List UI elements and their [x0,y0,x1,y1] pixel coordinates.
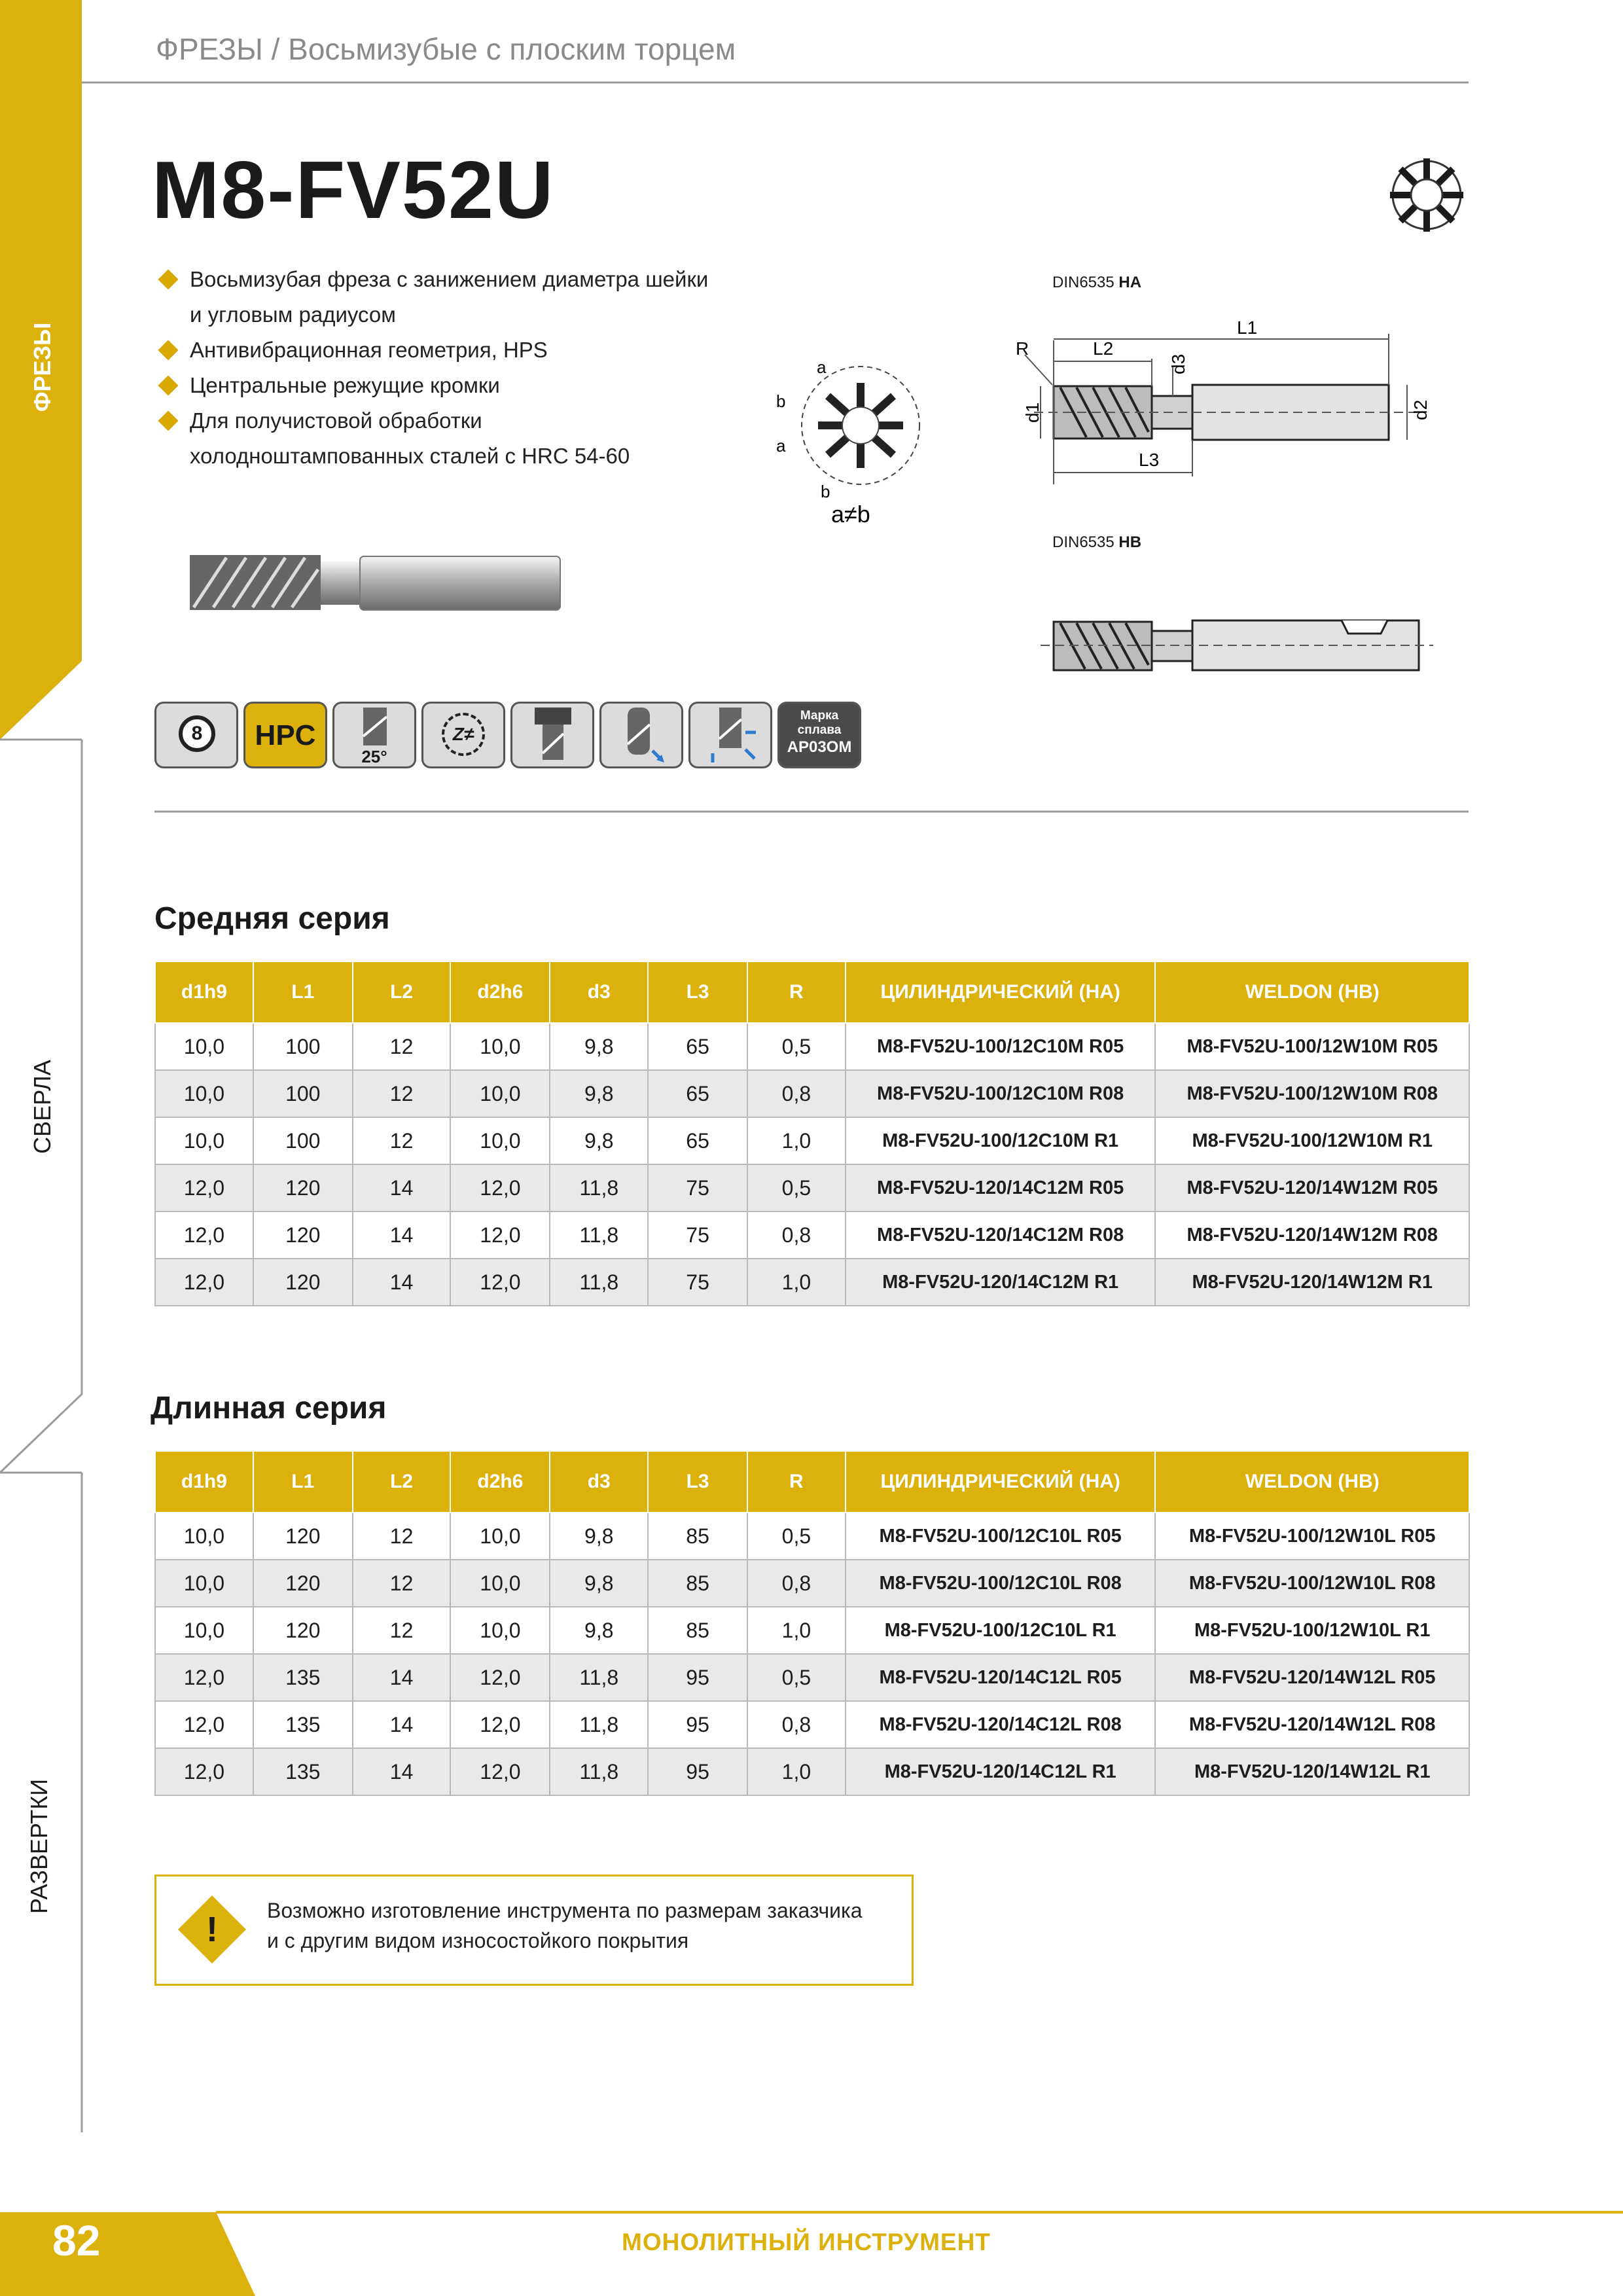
svg-text:!: ! [206,1910,218,1949]
sidebar-tab-frezy[interactable]: ФРЕЗЫ [29,322,56,412]
table-row [155,1211,1469,1259]
cutting-direction-icon [688,702,772,768]
diamond-bullet-icon [158,340,178,360]
dimension-cell: 14 [353,1654,451,1701]
column-header: L1 [253,1451,353,1513]
dimension-cell: 10,0 [450,1117,550,1164]
dimension-cell: 0,5 [747,1654,846,1701]
dimension-cell: 120 [253,1607,353,1654]
dimension-cell: 12,0 [450,1654,550,1701]
dimension-cell: 10,0 [155,1070,253,1117]
order-code-cell: M8-FV52U-100/12C10L R1 [846,1607,1156,1654]
order-code-cell: M8-FV52U-100/12W10L R05 [1155,1513,1469,1560]
din-hb-drawing [1041,602,1433,687]
table-row [155,1259,1469,1306]
dimension-cell: 1,0 [747,1748,846,1795]
order-code-cell: M8-FV52U-120/14W12M R05 [1155,1164,1469,1211]
dimension-cell: 75 [648,1211,747,1259]
eight-flute-section-icon [1381,149,1472,241]
column-header: d3 [550,961,648,1023]
dimension-cell: 75 [648,1164,747,1211]
order-code-cell: M8-FV52U-120/14W12M R1 [1155,1259,1469,1306]
page-title: M8-FV52U [152,145,555,236]
order-code-cell: M8-FV52U-120/14C12L R1 [846,1748,1156,1795]
table-row [155,1023,1469,1070]
medium-series-title: Средняя серия [154,901,390,936]
dim-r: R [1016,338,1029,359]
alloy-grade-badge: Марка сплава AP03OM [777,702,861,768]
warning-diamond-icon [175,1893,249,1966]
dimension-cell: 14 [353,1701,451,1748]
dimension-cell: 11,8 [550,1164,648,1211]
order-code-cell: M8-FV52U-120/14W12L R05 [1155,1654,1469,1701]
dimension-cell: 12 [353,1023,451,1070]
dimension-cell: 75 [648,1259,747,1306]
dimension-cell: 0,5 [747,1513,846,1560]
dimension-cell: 100 [253,1023,353,1070]
dimension-cell: 14 [353,1164,451,1211]
sidebar-tab-razvertki[interactable]: РАЗВЕРТКИ [26,1778,52,1914]
diamond-bullet-icon [158,269,178,289]
dimension-cell: 0,5 [747,1023,846,1070]
diamond-bullet-icon [158,410,178,431]
dimension-cell: 10,0 [155,1560,253,1607]
dimension-cell: 14 [353,1748,451,1795]
dimension-cell: 120 [253,1513,353,1560]
dimension-cell: 120 [253,1211,353,1259]
dimension-cell: 12 [353,1560,451,1607]
order-code-cell: M8-FV52U-120/14C12L R05 [846,1654,1156,1701]
dimension-cell: 95 [648,1701,747,1748]
helix-angle-icon: 25° [332,702,416,768]
dimension-cell: 0,8 [747,1211,846,1259]
cutter-product-image [187,550,567,615]
column-header: d2h6 [450,1451,550,1513]
dimension-cell: 95 [648,1748,747,1795]
dimension-cell: 10,0 [450,1023,550,1070]
dimension-cell: 9,8 [550,1560,648,1607]
dimension-cell: 12,0 [155,1259,253,1306]
dimension-cell: 12,0 [450,1701,550,1748]
dimension-cell: 9,8 [550,1117,648,1164]
order-code-cell: M8-FV52U-100/12W10M R1 [1155,1117,1469,1164]
unequal-pitch-icon: Z≠ [421,702,505,768]
dimension-cell: 0,8 [747,1560,846,1607]
dimension-cell: 65 [648,1117,747,1164]
dimension-cell: 9,8 [550,1023,648,1070]
order-code-cell: M8-FV52U-120/14W12M R08 [1155,1211,1469,1259]
dimension-cell: 12,0 [450,1259,550,1306]
din-hb-label: DIN6535 HB [1052,533,1142,551]
column-header: R [747,1451,846,1513]
dimension-cell: 12 [353,1117,451,1164]
column-header: L3 [648,961,747,1023]
dimension-cell: 0,8 [747,1701,846,1748]
feature-item-continuation: и угловым радиусом [190,302,396,327]
dimension-cell: 11,8 [550,1748,648,1795]
table-row [155,1654,1469,1701]
table-header-row [155,961,1469,1023]
dimension-cell: 10,0 [450,1513,550,1560]
dimension-cell: 12,0 [155,1164,253,1211]
column-header: R [747,961,846,1023]
order-code-cell: M8-FV52U-120/14C12M R1 [846,1259,1156,1306]
order-code-cell: M8-FV52U-100/12C10L R05 [846,1513,1156,1560]
dimension-cell: 10,0 [450,1560,550,1607]
column-header: L2 [353,1451,451,1513]
dimension-cell: 10,0 [450,1607,550,1654]
breadcrumb: ФРЕЗЫ / Восьмизубые с плоским торцем [156,32,736,66]
dimension-cell: 9,8 [550,1070,648,1117]
dimension-cell: 100 [253,1070,353,1117]
dimension-cell: 65 [648,1023,747,1070]
dimension-cell: 135 [253,1654,353,1701]
dimension-cell: 65 [648,1070,747,1117]
table-row [155,1070,1469,1117]
column-header: WELDON (HB) [1155,961,1469,1023]
dimension-cell: 12 [353,1513,451,1560]
dimension-cell: 135 [253,1701,353,1748]
order-code-cell: M8-FV52U-120/14C12M R08 [846,1211,1156,1259]
unequal-pitch-diagram [766,321,949,530]
corner-radius-icon [599,702,683,768]
dimension-cell: 11,8 [550,1259,648,1306]
table-row [155,1748,1469,1795]
table-row [155,1607,1469,1654]
dimension-cell: 1,0 [747,1117,846,1164]
table-row [155,1701,1469,1748]
table-row [155,1164,1469,1211]
dimension-cell: 12,0 [155,1211,253,1259]
diamond-bullet-icon [158,375,178,395]
dimension-cell: 12,0 [450,1748,550,1795]
dimension-cell: 10,0 [450,1070,550,1117]
dimension-cell: 12,0 [155,1654,253,1701]
dimension-cell: 120 [253,1259,353,1306]
dimension-cell: 10,0 [155,1023,253,1070]
feature-item: Для получистовой обработки [157,403,746,439]
dimension-cell: 85 [648,1607,747,1654]
dimension-cell: 10,0 [155,1607,253,1654]
column-header: d3 [550,1451,648,1513]
feature-item: Восьмизубая фреза с занижением диаметра шейки [157,262,746,297]
pitch-b-left-label: b [776,391,786,411]
dimension-cell: 12,0 [450,1164,550,1211]
dimension-cell: 12,0 [155,1701,253,1748]
order-code-cell: M8-FV52U-120/14C12M R05 [846,1164,1156,1211]
dimension-cell: 120 [253,1560,353,1607]
dim-l2: L2 [1093,338,1114,359]
long-series-title: Длинная серия [151,1391,387,1426]
column-header: L3 [648,1451,747,1513]
dimension-cell: 1,0 [747,1259,846,1306]
pitch-a-left-label: a [776,436,786,456]
dimension-cell: 9,8 [550,1513,648,1560]
feature-item-continuation: холодноштампованных сталей с HRC 54-60 [190,444,630,468]
dim-d2: d2 [1410,399,1431,420]
medium-series-table [154,961,1470,1306]
pitch-a-top-label: a [817,357,827,377]
order-code-cell: M8-FV52U-100/12W10L R08 [1155,1560,1469,1607]
column-header: d2h6 [450,961,550,1023]
order-code-cell: M8-FV52U-100/12C10L R08 [846,1560,1156,1607]
dimension-cell: 14 [353,1211,451,1259]
dimension-cell: 120 [253,1164,353,1211]
dimension-cell: 14 [353,1259,451,1306]
dim-d1: d1 [1022,402,1043,423]
pitch-b-bottom-label: b [821,482,830,501]
dimension-cell: 11,8 [550,1701,648,1748]
footer-title: МОНОЛИТНЫЙ ИНСТРУМЕНТ [622,2229,991,2255]
dimension-cell: 11,8 [550,1654,648,1701]
dimension-cell: 11,8 [550,1211,648,1259]
dimension-cell: 135 [253,1748,353,1795]
feature-item: Центральные режущие кромки [157,368,746,403]
feature-list [157,262,746,474]
order-code-cell: M8-FV52U-120/14C12L R08 [846,1701,1156,1748]
table-row [155,1117,1469,1164]
column-header: ЦИЛИНДРИЧЕСКИЙ (HA) [846,961,1156,1023]
dimension-cell: 12,0 [450,1211,550,1259]
order-code-cell: M8-FV52U-120/14W12L R08 [1155,1701,1469,1748]
dimension-cell: 9,8 [550,1607,648,1654]
order-code-cell: M8-FV52U-100/12W10L R1 [1155,1607,1469,1654]
page-number: 82 [52,2216,101,2265]
dimension-cell: 12,0 [155,1748,253,1795]
column-header: L2 [353,961,451,1023]
dim-l3: L3 [1139,450,1160,470]
order-code-cell: M8-FV52U-100/12W10M R05 [1155,1023,1469,1070]
dimension-cell: 85 [648,1513,747,1560]
hpc-badge-icon: HPC [243,702,327,768]
sidebar-tab-sverla[interactable]: СВЕРЛА [29,1060,56,1154]
column-header: WELDON (HB) [1155,1451,1469,1513]
long-series-table [154,1450,1470,1796]
note-text: Возможно изготовление инструмента по размерам заказчика и с другим видом износостойкого покрытия [267,1899,863,1952]
order-code-cell: M8-FV52U-100/12C10M R1 [846,1117,1156,1164]
dimension-cell: 1,0 [747,1607,846,1654]
din-ha-drawing [1001,308,1472,497]
dimension-cell: 12 [353,1607,451,1654]
table-row [155,1560,1469,1607]
order-code-cell: M8-FV52U-120/14W12L R1 [1155,1748,1469,1795]
column-header: d1h9 [155,1451,253,1513]
order-code-cell: M8-FV52U-100/12C10M R08 [846,1070,1156,1117]
dimension-cell: 10,0 [155,1117,253,1164]
dim-d3: d3 [1168,353,1188,374]
dim-l1: L1 [1237,317,1258,338]
feature-item: Антивибрационная геометрия, HPS [157,332,746,368]
column-header: L1 [253,961,353,1023]
order-code-cell: M8-FV52U-100/12W10M R08 [1155,1070,1469,1117]
table-header-row [155,1451,1469,1513]
column-header: ЦИЛИНДРИЧЕСКИЙ (HA) [846,1451,1156,1513]
order-code-cell: M8-FV52U-100/12C10M R05 [846,1023,1156,1070]
dimension-cell: 95 [648,1654,747,1701]
dimension-cell: 12 [353,1070,451,1117]
eight-teeth-icon: 8 [154,702,238,768]
column-header: d1h9 [155,961,253,1023]
dimension-cell: 0,5 [747,1164,846,1211]
dimension-cell: 85 [648,1560,747,1607]
neck-relief-icon [510,702,594,768]
dimension-cell: 0,8 [747,1070,846,1117]
table-row [155,1513,1469,1560]
pitch-note: a≠b [831,501,870,528]
din-ha-label: DIN6535 HA [1052,274,1142,291]
dimension-cell: 100 [253,1117,353,1164]
dimension-cell: 10,0 [155,1513,253,1560]
